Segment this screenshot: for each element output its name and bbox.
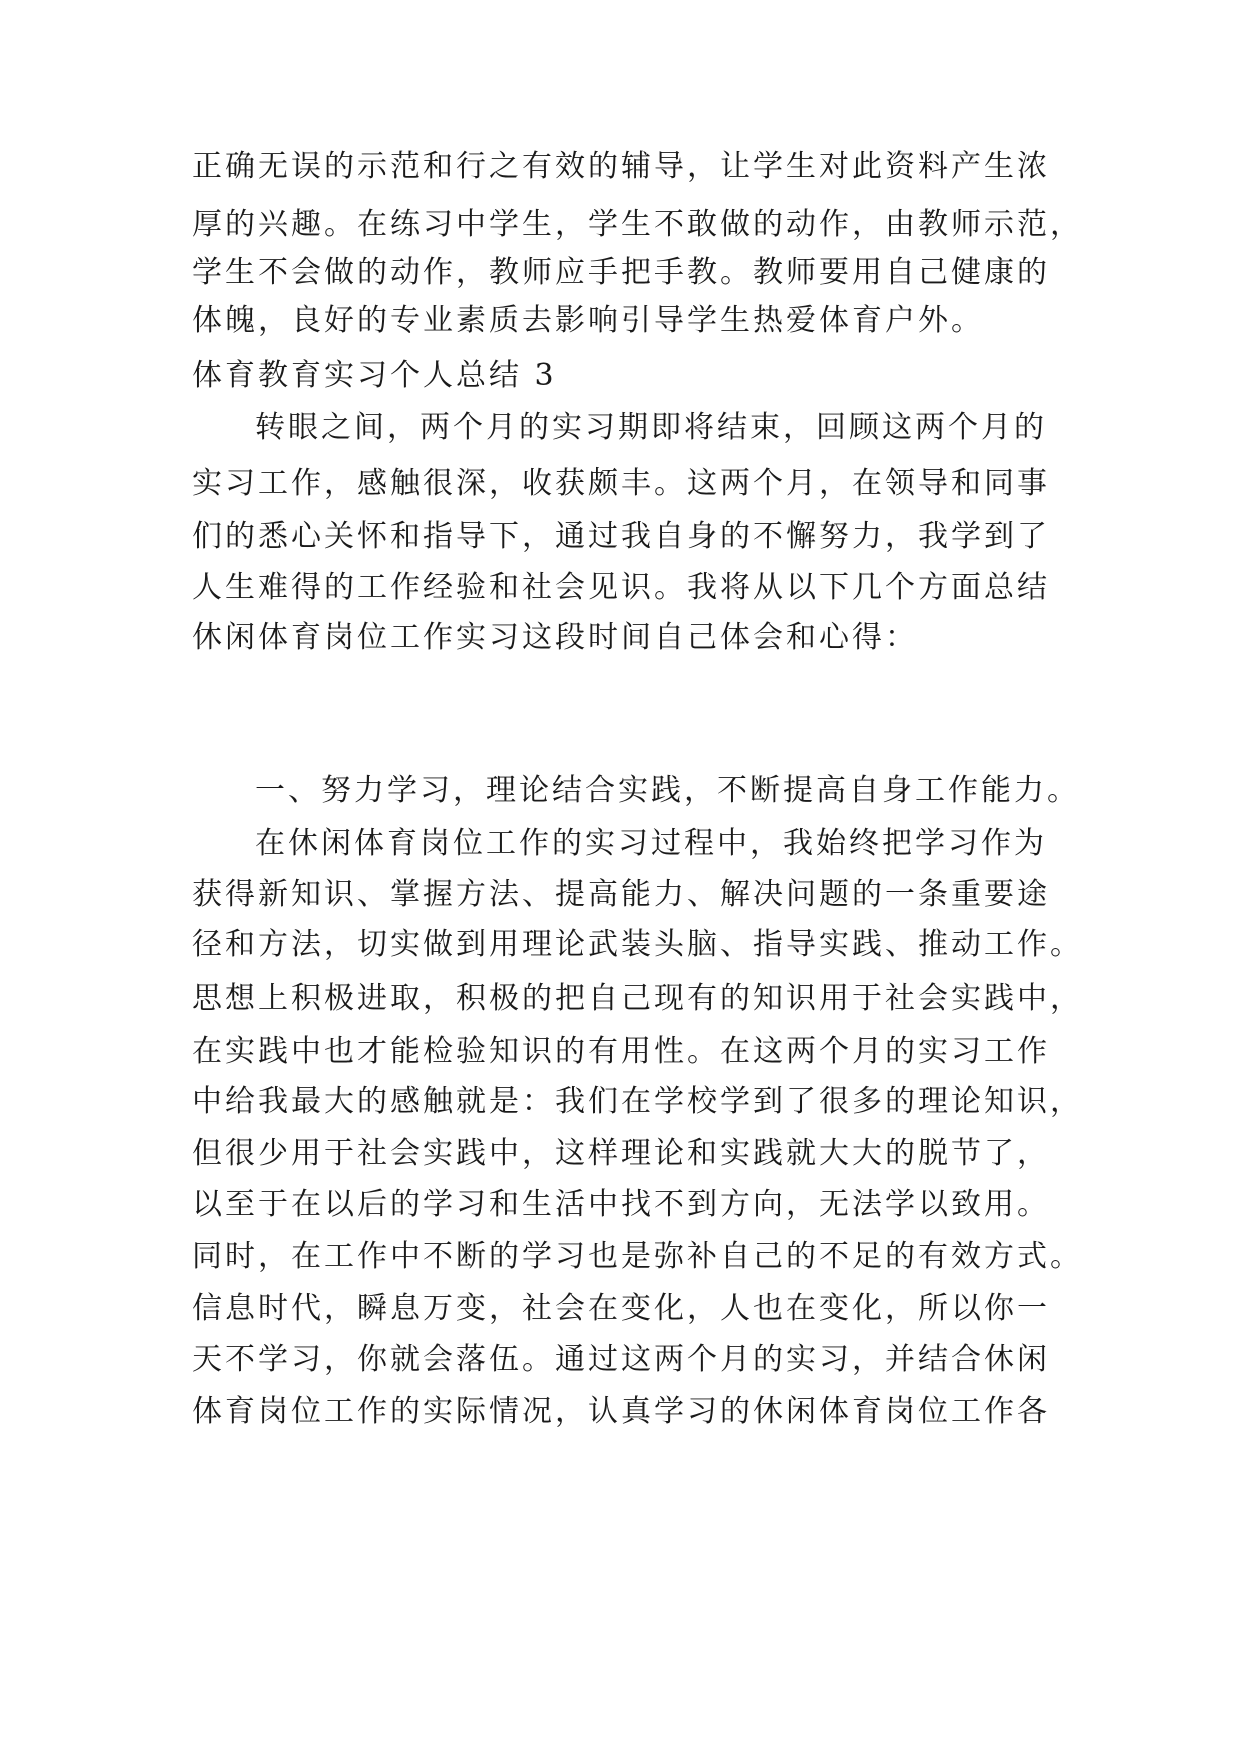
paragraph-line: 信息时代，瞬息万变，社会在变化，人也在变化，所以你一 bbox=[192, 1291, 1050, 1326]
paragraph-line: 天不学习，你就会落伍。通过这两个月的实习，并结合休闲 bbox=[192, 1342, 1050, 1377]
section-heading: 体育教育实习个人总结 3 bbox=[192, 358, 557, 393]
paragraph-line: 厚的兴趣。在练习中学生，学生不敢做的动作，由教师示范， bbox=[192, 207, 1083, 242]
paragraph-line: 思想上积极进取，积极的把自己现有的知识用于社会实践中， bbox=[192, 981, 1083, 1016]
paragraph-line: 正确无误的示范和行之有效的辅导，让学生对此资料产生浓 bbox=[192, 149, 1050, 184]
paragraph-line: 在休闲体育岗位工作的实习过程中，我始终把学习作为 bbox=[255, 826, 1047, 861]
paragraph-line: 们的悉心关怀和指导下，通过我自身的不懈努力，我学到了 bbox=[192, 519, 1050, 554]
paragraph-line: 体魄，良好的专业素质去影响引导学生热爱体育户外。 bbox=[192, 303, 984, 338]
paragraph-line: 实习工作，感触很深，收获颇丰。这两个月，在领导和同事 bbox=[192, 466, 1050, 501]
paragraph-line: 在实践中也才能检验知识的有用性。在这两个月的实习工作 bbox=[192, 1034, 1050, 1069]
paragraph-line: 休闲体育岗位工作实习这段时间自己体会和心得： bbox=[192, 620, 918, 655]
paragraph-line: 中给我最大的感触就是：我们在学校学到了很多的理论知识， bbox=[192, 1084, 1083, 1119]
paragraph-line: 同时，在工作中不断的学习也是弥补自己的不足的有效方式。 bbox=[192, 1239, 1083, 1274]
paragraph-line: 学生不会做的动作，教师应手把手教。教师要用自己健康的 bbox=[192, 255, 1050, 290]
paragraph-line: 以至于在以后的学习和生活中找不到方向，无法学以致用。 bbox=[192, 1187, 1050, 1222]
subsection-heading: 一、努力学习，理论结合实践，不断提高自身工作能力。 bbox=[255, 773, 1080, 808]
paragraph-line: 但很少用于社会实践中，这样理论和实践就大大的脱节了， bbox=[192, 1136, 1050, 1171]
paragraph-line: 体育岗位工作的实际情况，认真学习的休闲体育岗位工作各 bbox=[192, 1394, 1050, 1429]
paragraph-line: 转眼之间，两个月的实习期即将结束，回顾这两个月的 bbox=[255, 410, 1047, 445]
paragraph-line: 获得新知识、掌握方法、提高能力、解决问题的一条重要途 bbox=[192, 877, 1050, 912]
paragraph-line: 人生难得的工作经验和社会见识。我将从以下几个方面总结 bbox=[192, 570, 1050, 605]
paragraph-line: 径和方法，切实做到用理论武装头脑、指导实践、推动工作。 bbox=[192, 927, 1083, 962]
